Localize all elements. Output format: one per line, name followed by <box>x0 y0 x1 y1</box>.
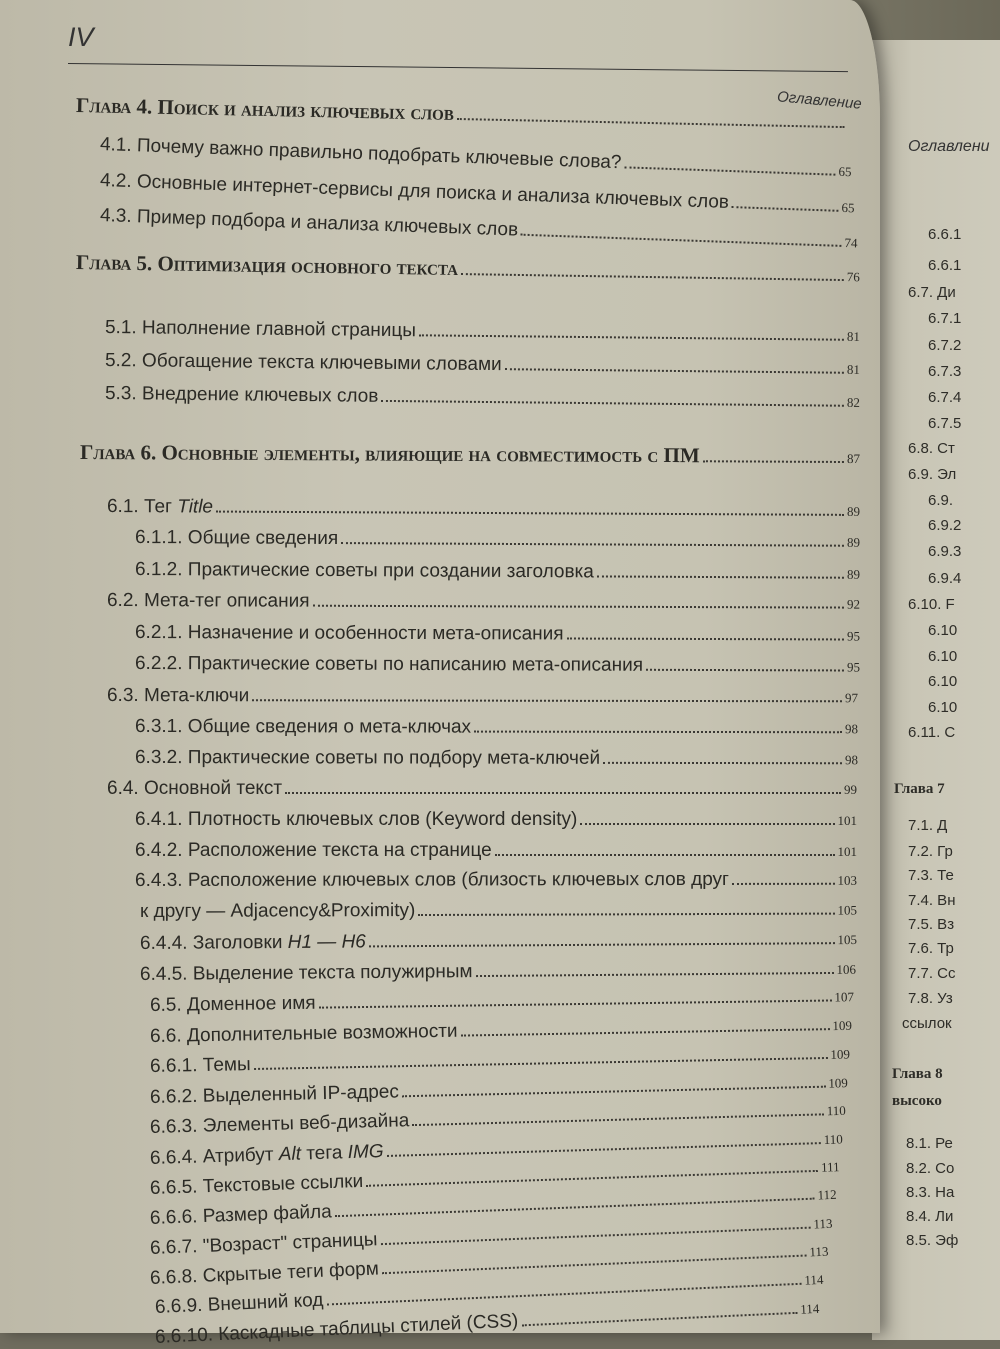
toc-entry-label: Глава 6. Основные элементы, влияющие на совместимость с ПМ <box>79 440 700 468</box>
running-section-title: Оглавление <box>776 88 863 113</box>
toc-entry <box>107 778 857 800</box>
toc-page-number: 99 <box>844 782 857 797</box>
toc-page-number: 95 <box>846 659 861 675</box>
right-page-toc-line: 6.9.2 <box>928 517 962 534</box>
toc-entry-label: 6.6.4. Атрибут Alt тега IMG <box>149 1141 384 1169</box>
right-page-toc-line: 7.7. Сс <box>908 965 956 982</box>
toc-entry-label: 6.6.5. Текстовые ссылки <box>149 1170 364 1199</box>
toc-entry-label: к другу — Adjacency&Proximity) <box>139 900 416 922</box>
toc-page-number: 112 <box>817 1186 837 1203</box>
toc-entry-label: 5.3. Внедрение ключевых слов <box>104 383 379 407</box>
toc-entry-label: 6.4.2. Расположение текста на странице <box>135 840 492 861</box>
toc-entry-label: 6.6. Дополнительные возможности <box>149 1020 458 1047</box>
toc-entry-label: Глава 5. Оптимизация основного текста <box>75 250 459 280</box>
leader-dots <box>412 1102 824 1126</box>
toc-entry-label: 6.6.1. Темы <box>149 1054 251 1077</box>
right-page-toc-line: 8.3. На <box>906 1184 955 1201</box>
right-facing-page <box>872 40 1000 1340</box>
leader-dots <box>474 719 842 733</box>
toc-page-number: 114 <box>799 1300 820 1317</box>
right-page-toc-line: 7.4. Вн <box>908 892 956 909</box>
right-page-toc-line: 6.7.4 <box>928 389 962 406</box>
leader-dots <box>418 901 834 916</box>
toc-entry <box>135 622 860 647</box>
toc-entry <box>135 716 858 739</box>
leader-dots <box>580 812 834 825</box>
toc-page-number: 106 <box>836 961 857 977</box>
toc-entry-label: 6.6.6. Размер файла <box>149 1201 333 1229</box>
toc-page-number: 107 <box>834 989 855 1005</box>
leader-dots <box>461 262 844 281</box>
toc-entry <box>107 590 860 615</box>
leader-dots <box>460 1017 829 1037</box>
leader-dots <box>521 1301 798 1327</box>
toc-page-number: 98 <box>844 752 859 768</box>
right-page-header: Оглавлени <box>908 138 990 155</box>
toc-page-number: 113 <box>809 1243 829 1260</box>
toc-page-number: 111 <box>820 1159 840 1175</box>
right-page-toc-line: 8.5. Эф <box>906 1232 959 1249</box>
leader-dots <box>475 961 833 977</box>
leader-dots <box>216 499 844 515</box>
right-page-toc-line: 8.2. Со <box>906 1160 955 1177</box>
toc-entry-label: 6.6.2. Выделенный IP-адрес <box>149 1081 400 1108</box>
toc-entry <box>135 527 860 553</box>
toc-page-number: 81 <box>846 328 861 344</box>
right-page-toc-line: 6.8. Ст <box>908 440 955 457</box>
toc-entry <box>135 869 857 892</box>
toc-chapter-entry <box>76 93 848 134</box>
toc-entry-label: 4.3. Пример подбора и анализа ключевых слов <box>99 205 519 241</box>
toc-entry <box>140 928 857 955</box>
leader-dots <box>386 1131 820 1157</box>
right-page-toc-line: высоко <box>892 1093 942 1109</box>
leader-dots <box>597 564 844 578</box>
toc-page-number: 109 <box>830 1046 851 1062</box>
toc-entry-label: 4.2. Основные интернет-сервисы для поиска и анализа ключевых слов <box>99 170 730 213</box>
toc-entry-label: 6.2. Мета-тег описания <box>106 590 310 612</box>
toc-page-number: 105 <box>837 902 858 918</box>
toc-entry-label: 6.2.1. Назначение и особенности мета-описания <box>134 622 564 645</box>
toc-entry-label: 6.5. Доменное имя <box>149 992 316 1016</box>
toc-entry <box>107 685 858 708</box>
toc-page-number: 76 <box>846 269 860 285</box>
leader-dots <box>253 1046 827 1070</box>
right-page-toc-line: 6.9.3 <box>928 543 962 560</box>
right-page-toc-line: ссылок <box>902 1015 952 1032</box>
leader-dots <box>366 1159 818 1187</box>
right-page-toc-line: 6.10 <box>928 622 958 639</box>
leader-dots <box>567 626 844 640</box>
toc-entry <box>135 559 860 585</box>
toc-entry-label: 6.1.2. Практические советы при создании заголовка <box>134 559 594 583</box>
leader-dots <box>624 155 836 176</box>
toc-entry-label: 6.4.3. Расположение ключевых слов (близость ключевых слов друг <box>134 868 730 891</box>
toc-page-number: 101 <box>837 813 857 828</box>
leader-dots <box>505 357 844 374</box>
right-page-toc-line: 8.1. Ре <box>906 1135 953 1152</box>
right-page-toc-line: 7.6. Тр <box>908 940 954 957</box>
right-page-toc-line: 6.6.1 <box>928 257 962 274</box>
toc-entry <box>135 840 857 862</box>
toc-entry <box>135 809 857 831</box>
toc-page-number: 109 <box>832 1017 853 1034</box>
leader-dots <box>402 1074 826 1097</box>
leader-dots <box>318 988 831 1008</box>
toc-entry <box>105 383 860 413</box>
right-page-toc-line: 6.7. Ди <box>908 284 956 301</box>
toc-page-number: 92 <box>846 596 861 612</box>
leader-dots <box>313 594 845 609</box>
toc-entry-label: 6.2.2. Практические советы по написанию мета-описания <box>134 653 644 676</box>
toc-entry-label: 6.6.7. "Возраст" страницы <box>149 1229 378 1259</box>
toc-entry-label: 6.3.2. Практические советы по подбору мета-ключей <box>134 747 601 769</box>
toc-entry-label: 6.6.3. Элементы веб-дизайна <box>149 1110 410 1138</box>
toc-entry-label: 4.1. Почему важно правильно подобрать ключевые слова? <box>99 134 622 174</box>
right-page-toc-line: 6.11. С <box>908 724 956 741</box>
toc-entry <box>107 496 860 522</box>
toc-entry <box>105 350 860 380</box>
right-page-toc-line: 6.6.1 <box>928 226 962 243</box>
toc-page-number: 89 <box>846 534 861 550</box>
leader-dots <box>457 107 845 128</box>
right-page-toc-line: 6.7.3 <box>928 363 962 380</box>
toc-page-number: 89 <box>846 566 861 582</box>
toc-entry-label: 5.1. Наполнение главной страницы <box>104 317 417 342</box>
toc-page-number: 65 <box>841 199 855 216</box>
leader-dots <box>703 449 844 463</box>
toc-page-number: 103 <box>837 872 858 888</box>
toc-page-number: 82 <box>846 394 861 410</box>
toc-entry-label: 6.4.1. Плотность ключевых слов (Keyword density) <box>135 809 578 830</box>
right-page-toc-line: 6.7.1 <box>928 310 962 327</box>
toc-page-number: 110 <box>826 1102 846 1119</box>
toc-entry-label: 6.6.9. Внешний код <box>154 1289 324 1318</box>
right-page-toc-line: 6.9.4 <box>928 570 962 587</box>
toc-page-number: 101 <box>837 844 857 859</box>
right-page-toc-line: 7.5. Вз <box>908 916 955 933</box>
leader-dots <box>419 323 844 341</box>
toc-page-number: 114 <box>804 1271 824 1288</box>
right-page-toc-line: 6.10 <box>928 699 958 716</box>
right-page-toc-line: 7.1. Д <box>908 817 948 834</box>
toc-page-number: 65 <box>838 163 852 180</box>
right-page-toc-line: 6.9. <box>928 492 954 509</box>
toc-entry-label: Глава 4. Поиск и анализ ключевых слов <box>75 93 455 125</box>
toc-entry-label: 6.1.1. Общие сведения <box>134 527 339 550</box>
leader-dots <box>732 195 839 212</box>
toc-page-number: 97 <box>844 690 859 706</box>
toc-entry <box>105 317 860 347</box>
leader-dots <box>369 931 835 947</box>
page-number: IV <box>68 22 94 52</box>
toc-entry <box>140 898 857 923</box>
leader-dots <box>285 781 841 794</box>
right-page-toc-line: 6.10 <box>928 648 958 665</box>
leader-dots <box>252 688 842 702</box>
leader-dots <box>521 223 842 247</box>
leader-dots <box>380 1215 811 1245</box>
right-page-toc-line: Глава 7 <box>894 781 945 797</box>
toc-entry <box>135 653 860 678</box>
toc-page-number: 109 <box>828 1075 849 1091</box>
toc-page-number: 113 <box>813 1215 833 1232</box>
toc-entry-label: 6.4.5. Выделение текста полужирным <box>139 961 473 985</box>
right-page-toc-line: 8.4. Ли <box>906 1208 954 1225</box>
leader-dots <box>495 843 835 856</box>
toc-entry <box>135 747 858 770</box>
toc-entry-label: 6.1. Тег Title <box>106 496 214 518</box>
toc-entry-label: 6.6.8. Скрытые теги форм <box>149 1258 380 1289</box>
toc-page-number: 95 <box>846 628 861 644</box>
toc-entry-label: 6.4. Основной текст <box>107 778 283 799</box>
right-page-toc-line: 7.2. Гр <box>908 843 953 860</box>
toc-page-number: 89 <box>846 503 861 519</box>
leader-dots <box>603 751 842 765</box>
toc-entry <box>150 1014 852 1048</box>
leader-dots <box>646 658 844 672</box>
leader-dots <box>732 872 835 885</box>
right-page-toc-line: 6.7.2 <box>928 337 962 354</box>
toc-chapter-entry <box>80 440 860 469</box>
toc-page-number: 110 <box>823 1131 843 1148</box>
right-page-toc-line: 6.10. F <box>908 596 955 613</box>
leader-dots <box>381 389 844 407</box>
toc-page-number: 87 <box>846 451 861 467</box>
right-page-toc-line: 7.3. Те <box>908 867 954 884</box>
toc-entry-label: 6.6.10. Каскадные таблицы стилей (CSS) <box>154 1310 519 1348</box>
toc-page-number: 98 <box>844 721 859 737</box>
leader-dots <box>341 531 844 547</box>
right-page-toc-line: 7.8. Уз <box>908 990 953 1007</box>
toc-entry-label: 6.4.4. Заголовки H1 — H6 <box>139 931 366 954</box>
toc-entry-label: 5.2. Обогащение текста ключевыми словами <box>104 350 502 376</box>
right-page-toc-line: 6.9. Эл <box>908 466 957 483</box>
toc-entry-label: 6.3.1. Общие сведения о мета-ключах <box>134 716 472 738</box>
toc-entry <box>150 985 854 1017</box>
toc-chapter-entry <box>76 250 860 287</box>
toc-page-number: 81 <box>846 361 861 377</box>
toc-entry-label: 6.3. Мета-ключи <box>106 685 250 707</box>
toc-page-number: 105 <box>837 931 858 948</box>
right-page-toc-line: Глава 8 <box>892 1066 943 1082</box>
toc-page-number: 74 <box>844 235 858 251</box>
toc-entry <box>140 958 856 986</box>
right-page-toc-line: 6.10 <box>928 673 958 690</box>
right-page-toc-line: 6.7.5 <box>928 415 962 432</box>
